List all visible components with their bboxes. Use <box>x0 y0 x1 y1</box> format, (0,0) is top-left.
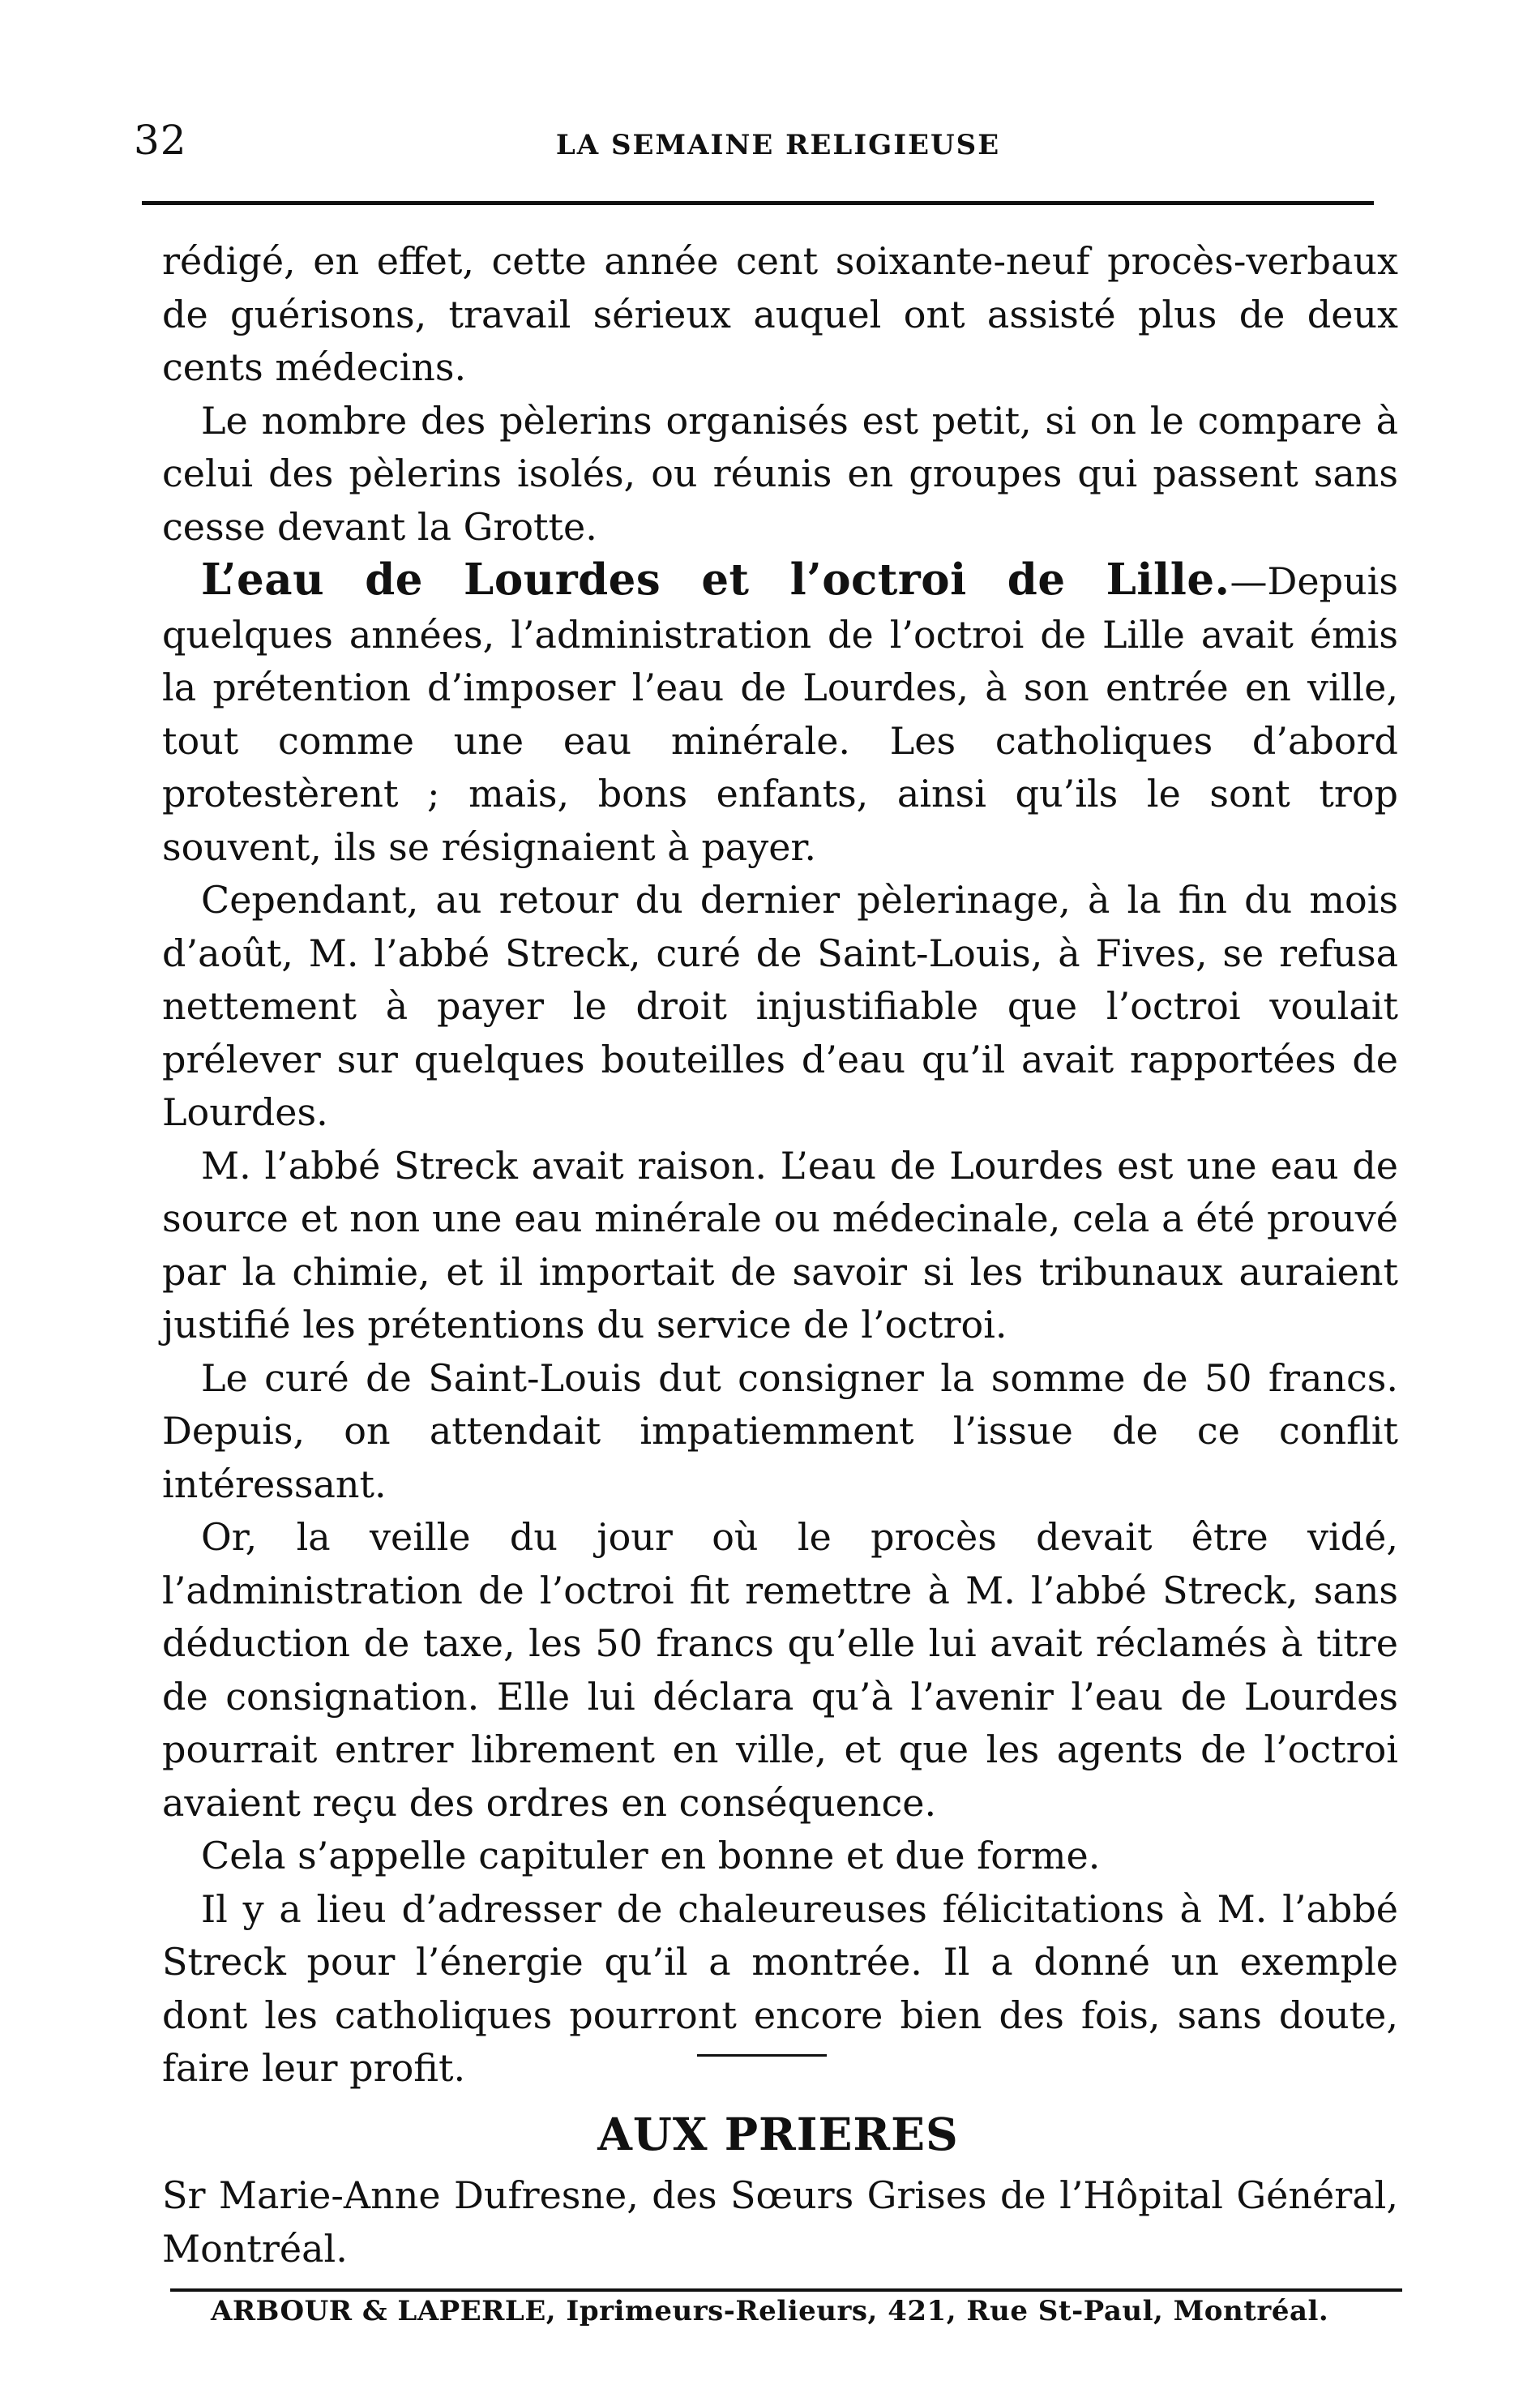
prayers-text: Sr Marie-Anne Dufresne, des Sœurs Grises de l’Hôpital Général, Montréal. <box>162 2173 1398 2271</box>
running-head: LA SEMAINE RELIGIEUSE <box>555 129 1001 161</box>
section-paragraph-3: Le curé de Saint-Louis dut consigner la somme de 50 francs. Depuis, on attendait impatiemment l’issue de ce conflit intéressant. <box>162 1355 1398 1506</box>
section-divider <box>697 2054 827 2057</box>
prayers-title: AUX PRIERES <box>597 2108 959 2160</box>
section-heading: L’eau de Lourdes et l’octroi de Lille. <box>201 554 1230 605</box>
section-paragraph-6: Il y a lieu d’adresser de chaleureuses félicitations à M. l’abbé Streck pour l’énergie qu’il a montrée. Il a donné un exemple dont les catholiques pourront encore bien des fois, sans doute, faire leur profit. <box>162 1886 1398 2090</box>
top-rule <box>142 201 1374 205</box>
section-paragraph-with-heading <box>162 554 1398 874</box>
paragraph-1: rédigé, en effet, cette année cent soixante-neuf procès-verbaux de guérisons, travail sérieux auquel ont assisté plus de deux cents médecins. <box>162 239 1398 389</box>
section-paragraph-2: M. l’abbé Streck avait raison. L’eau de Lourdes est une eau de source et non une eau minérale ou médecinale, cela a été prouvé par la chimie, et il importait de savoir si les tribunaux auraient justifié les prétentions du service de l’octroi. <box>162 1143 1398 1346</box>
section-paragraph-1: Cependant, au retour du dernier pèlerinage, à la fin du mois d’août, M. l’abbé Streck, curé de Saint-Louis, à Fives, se refusa nettement à payer le droit injustifiable que l’octroi voulait prélever sur quelques bouteilles d’eau qu’il avait rapportées de Lourdes. <box>162 878 1398 1134</box>
printer-imprint: ARBOUR & LAPERLE, Iprimeurs-Relieurs, 421, Rue St-Paul, Montréal. <box>211 2295 1329 2327</box>
section-intro: —Depuis quelques années, l’administration de l’octroi de Lille avait émis la prétention d’imposer l’eau de Lourdes, à son entrée en ville, tout comme une eau minérale. Les catholiques d’abord protestèrent ; mais, bons enfants, ainsi qu’ils le sont trop souvent, ils se résignaient à payer. <box>162 559 1398 869</box>
paragraph-2: Le nombre des pèlerins organisés est petit, si on le compare à celui des pèlerins isolés, ou réunis en groupes qui passent sans cesse devant la Grotte. <box>162 398 1398 549</box>
footer-rule <box>170 2288 1402 2292</box>
section-paragraph-5: Cela s’appelle capituler en bonne et due forme. <box>201 1834 1101 1877</box>
article-body <box>162 235 1398 2096</box>
section-paragraph-4: Or, la veille du jour où le procès devait être vidé, l’administration de l’octroi fit remettre à M. l’abbé Streck, sans déduction de taxe, les 50 francs qu’elle lui avait réclamés à titre de consignation. Elle lui déclara qu’à l’avenir l’eau de Lourdes pourrait entrer librement en ville, et que les agents de l’octroi avaient reçu des ordres en conséquence. <box>162 1515 1398 1825</box>
page-number: 32 <box>134 117 187 164</box>
